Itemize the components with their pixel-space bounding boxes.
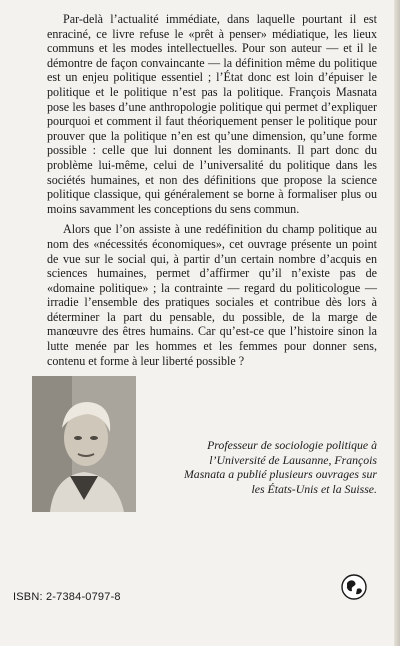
blurb-paragraph-1: Par-delà l’actualité immédiate, dans laquelle pourtant il est enraciné, ce livre refuse le «prêt à penser» médiatique, les lieux communs et les modes intellectuelles. Pour son auteur — et il le démontre de façon convaincante — la définition même du politique est un enjeu politique essentiel ; l’État donc est loin d’épuiser le politique et le politique n’est pas la politique. François Masnata pose les bases d’une anthropologie politique qui permet d’expliquer pourquoi et comment il faut théoriquement penser le politique pour prouver que la politique n’en est qu’une dimension, qu’une forme possible : celle que lui donnent les dominants. Il part donc du problème lui-même, celui de l’universalité du politique dans les sociétés humaines, et non des définitions que propose la science politique classique, qui généralement se borne à formaliser plus ou moins savamment les conceptions du sens commun.: [47, 12, 377, 216]
author-bio: Professeur de sociologie politique à l’Université de Lausanne, François Masnata a publié plusieurs ouvrages sur les États-Unis et la Suisse.: [183, 438, 377, 496]
blurb-text: [47, 12, 377, 368]
blurb-paragraph-2: Alors que l’on assiste à une redéfinition du champ politique au nom des «nécessités économiques», cet ouvrage présente un point de vue sur le social qui, à partir d’un certain nombre d’acquis en sciences humaines, permet d’affirmer qu’il n’existe pas de «domaine politique» ; la contrainte — regard du politicologue — irradie l’ensemble des pratiques sociales et contribue dès lors à déterminer la part du pensable, du possible, de la marge de manœuvre des êtres humains. Car qu’est-ce que l’histoire sinon la lutte menée par les hommes et les femmes pour donner sens, contenu et forme à leur liberté possible ?: [47, 222, 377, 368]
publisher-globe-icon: [341, 574, 367, 600]
isbn-number: ISBN: 2-7384-0797-8: [13, 591, 121, 603]
book-edge: [394, 0, 400, 646]
author-photo: [32, 376, 136, 512]
